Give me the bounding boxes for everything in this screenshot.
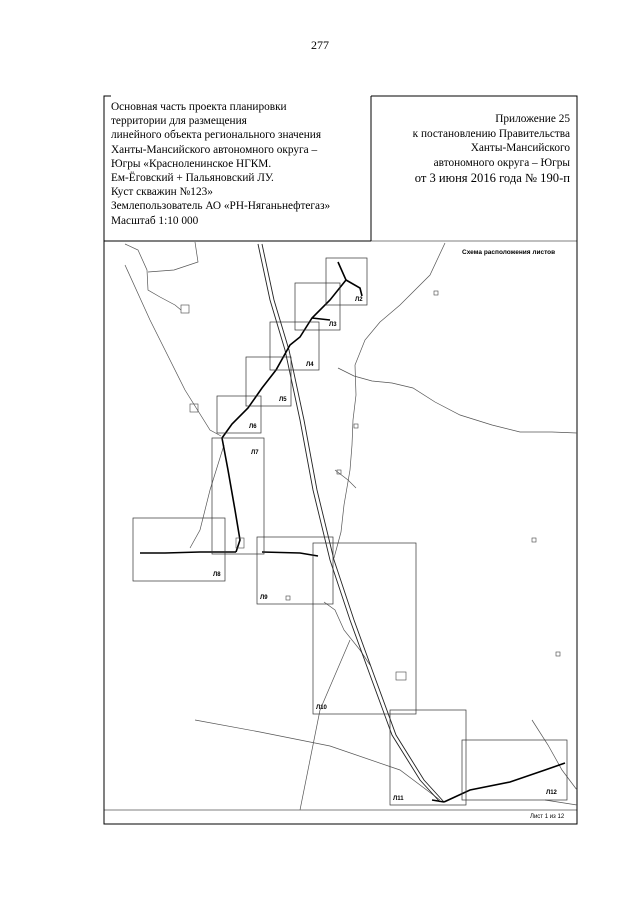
- sheet-rect-l9: [257, 537, 333, 604]
- sheet-grid: [133, 258, 567, 805]
- sheet-counter: Лист 1 из 12: [530, 814, 565, 820]
- sheet-label-l8: Л8: [213, 572, 221, 578]
- appendix-line: к постановлению Правительства: [412, 127, 570, 140]
- sheet-label-l11: Л11: [393, 796, 404, 802]
- sheet-label-l6: Л6: [249, 424, 257, 430]
- sheet-label-l2: Л2: [355, 297, 363, 303]
- sheet-label-l3: Л3: [329, 322, 337, 328]
- title-line: Куст скважин №123»: [111, 186, 213, 199]
- line-southeast: [532, 720, 577, 790]
- small-objects: [181, 291, 560, 680]
- road-northwest: [125, 244, 181, 310]
- river-east-branch: [335, 470, 356, 488]
- title-line: Масштаб 1:10 000: [111, 214, 199, 227]
- sheet-label-l9: Л9: [260, 595, 268, 601]
- title-line: Ханты-Мансийского автономного округа –: [111, 143, 318, 156]
- title-line: территории для размещения: [111, 115, 247, 128]
- title-line: Ем-Ёговский + Пальяновский ЛУ.: [111, 172, 274, 185]
- long-line-southwest: [190, 445, 224, 548]
- sheet-label-l7: Л7: [251, 450, 259, 456]
- appendix-block: [370, 112, 570, 186]
- road-north: [148, 242, 198, 272]
- map-linework: [125, 242, 577, 810]
- title-line: Югры «Красноленинское НГКМ.: [111, 157, 272, 170]
- appendix-line: автономного округа – Югры: [433, 156, 570, 169]
- appendix-line: Приложение 25: [495, 113, 570, 125]
- title-block: [111, 100, 371, 228]
- title-line: линейного объекта регионального значения: [111, 129, 322, 142]
- line-south-branch: [300, 640, 350, 810]
- pipeline-route: [140, 262, 565, 802]
- river-east: [334, 243, 445, 558]
- sheet-label-l10: Л10: [316, 705, 327, 711]
- title-line: Основная часть проекта планировки: [111, 101, 287, 113]
- line-lowerright: [545, 800, 577, 805]
- page-number: 277: [311, 38, 329, 52]
- line-southwest: [195, 720, 440, 800]
- appendix-line: Ханты-Мансийского: [470, 142, 570, 154]
- sheet-rect-l8: [133, 518, 225, 581]
- map-title: Схема расположения листов: [462, 249, 556, 256]
- appendix-date-line: от 3 июня 2016 года № 190-п: [414, 171, 570, 185]
- sheet-label-l5: Л5: [279, 397, 287, 403]
- sheet-rect-l10: [313, 543, 416, 714]
- diagonal-line-west: [125, 265, 221, 436]
- sheet-label-l4: Л4: [306, 362, 314, 368]
- main-corridor: [258, 244, 444, 802]
- title-line: Землепользователь АО «РН-Няганьнефтегаз»: [111, 200, 331, 213]
- sheet-label-l12: Л12: [546, 790, 557, 796]
- lake-shore: [338, 368, 577, 433]
